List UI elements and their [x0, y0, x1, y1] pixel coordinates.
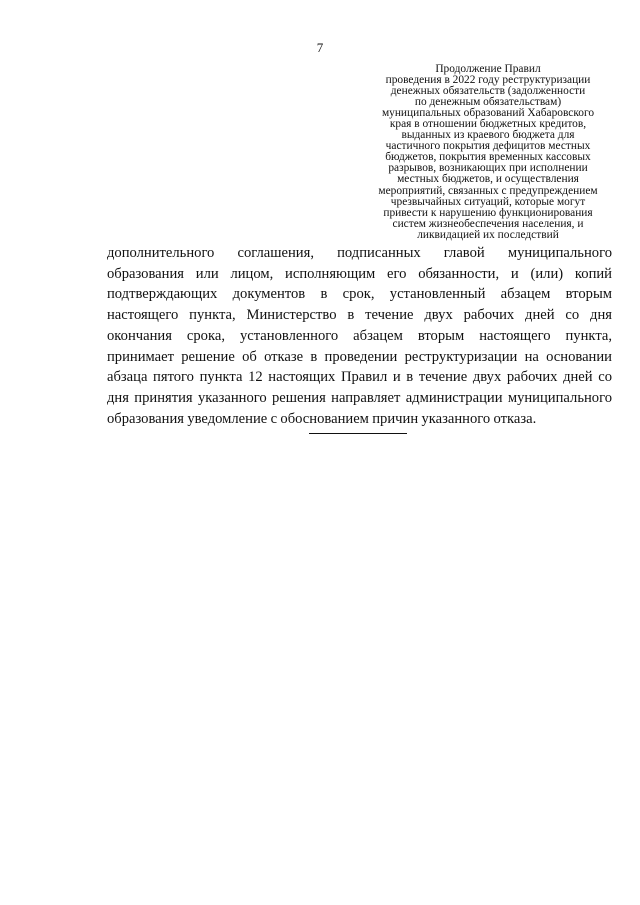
body-line: образования или лицом, исполняющим его обязанности, и (или) копий	[107, 265, 612, 282]
end-separator-line	[309, 433, 407, 434]
body-line: окончания срока, установленного абзацем вторым настоящего пункта,	[107, 327, 612, 344]
header-note-line: привести к нарушению функционирования	[383, 206, 593, 219]
header-note-line: Продолжение Правил	[435, 63, 541, 75]
header-note-line: муниципальных образований Хабаровского	[381, 107, 595, 120]
page-number: 7	[316, 40, 324, 55]
body-line: абзаца пятого пункта 12 настоящих Правил и в течение двух рабочих дней со	[107, 369, 612, 386]
body-line: подтверждающих документов в срок, установленный абзацем вторым	[107, 286, 612, 303]
header-note-line: выданных из краевого бюджета для	[401, 129, 575, 142]
header-note-line: денежных обязательств (задолженности	[390, 85, 586, 98]
body-line: дополнительного соглашения, подписанных главой муниципального	[107, 245, 612, 261]
body-line: образования уведомление с обоснованием причин указанного отказа.	[107, 410, 537, 427]
header-note-line: частичного покрытия дефицитов местных	[385, 140, 591, 153]
header-note-line: ликвидацией их последствий	[417, 228, 559, 241]
header-note-line: края в отношении бюджетных кредитов,	[389, 118, 587, 131]
body-line: принимает решение об отказе в проведении реструктуризации на основании	[107, 348, 612, 365]
body-line: настоящего пункта, Министерство в течение двух рабочих дней со дня	[107, 307, 612, 324]
header-note-line: проведения в 2022 году реструктуризации	[385, 74, 591, 87]
header-note-line: систем жизнеобеспечения населения, и	[392, 217, 584, 230]
header-note-line: по денежным обязательствам)	[414, 96, 562, 109]
header-note-line: местных бюджетов, и осуществления	[397, 173, 579, 186]
header-note-line: чрезвычайных ситуаций, которые могут	[390, 195, 586, 208]
header-continuation-note	[364, 64, 612, 241]
header-note-line: разрывов, возникающих при исполнении	[388, 162, 588, 175]
body-paragraph	[107, 243, 612, 429]
body-line: дня принятия указанного решения направляет администрации муниципального	[107, 389, 612, 406]
header-note-line: мероприятий, связанных с предупреждением	[378, 184, 598, 197]
header-note-line: бюджетов, покрытия временных кассовых	[385, 151, 591, 164]
